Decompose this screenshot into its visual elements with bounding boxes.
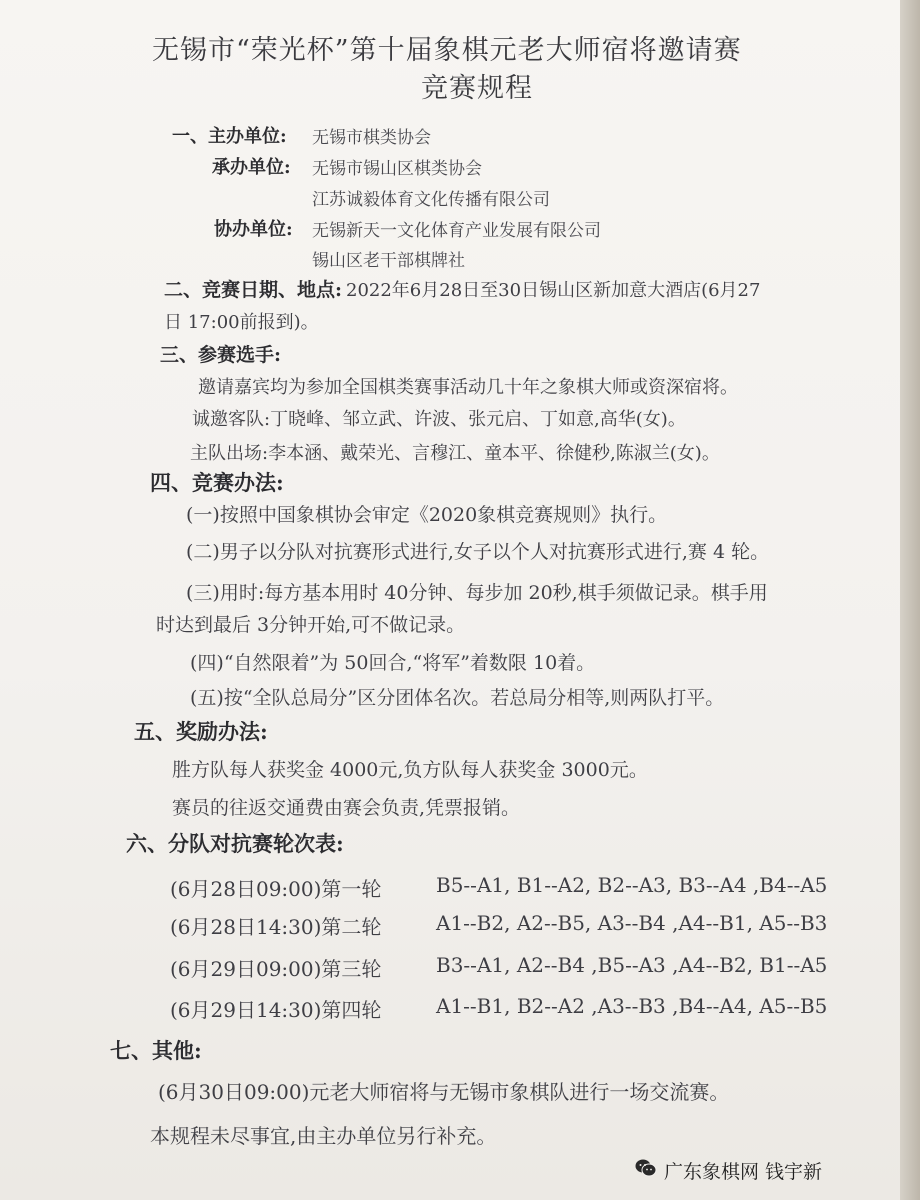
round-time: (6月28日14:30)第二轮 <box>170 915 382 939</box>
co-organizer-value-1: 无锡新天一文化体育产业发展有限公司 <box>312 221 601 241</box>
round-pairs: A1--B1, B2--A2 ,A3--B3 ,B4--A4, A5--B5 <box>436 994 828 1018</box>
organizer-value-1: 无锡市锡山区棋类协会 <box>312 159 482 179</box>
awards-line-2: 赛员的往返交通费由赛会负责,凭票报销。 <box>172 797 521 819</box>
other-label: 七、其他: <box>110 1038 202 1063</box>
date-text-1: 2022年6月28日至30日锡山区新加意大酒店(6月27 <box>346 280 761 301</box>
other-line-2: 本规程未尽事宜,由主办单位另行补充。 <box>150 1124 497 1148</box>
co-organizer-value-2: 锡山区老干部棋牌社 <box>312 251 465 271</box>
rules-label: 四、竞赛办法: <box>150 470 284 495</box>
players-line-1: 邀请嘉宾均为参加全国棋类赛事活动几十年之象棋大师或资深宿将。 <box>198 377 738 398</box>
rules-item-3b: 时达到最后 3分钟开始,可不做记录。 <box>156 614 466 636</box>
rules-item-3a: (三)用时:每方基本用时 40分钟、每步加 20秒,棋手须做记录。棋手用 <box>186 582 768 604</box>
awards-line-1: 胜方队每人获奖金 4000元,负方队每人获奖金 3000元。 <box>172 759 648 781</box>
organizer-label: 承办单位: <box>212 157 291 178</box>
host-value: 无锡市棋类协会 <box>312 128 431 148</box>
host-label: 一、主办单位: <box>172 126 287 147</box>
date-label: 二、竞赛日期、地点: <box>164 279 343 301</box>
page-edge <box>900 0 920 1200</box>
awards-label: 五、奖励办法: <box>134 719 268 744</box>
title-line-1: 无锡市“荣光杯”第十届象棋元老大师宿将邀请赛 <box>152 35 742 66</box>
rules-item-1: (一)按照中国象棋协会审定《2020象棋竞赛规则》执行。 <box>186 504 668 526</box>
round-time: (6月29日09:00)第三轮 <box>170 957 382 981</box>
co-organizer-label: 协办单位: <box>214 219 293 240</box>
watermark-text: 广东象棋网 钱宇新 <box>664 1161 823 1183</box>
round-pairs: A1--B2, A2--B5, A3--B4 ,A4--B1, A5--B3 <box>436 911 828 935</box>
players-line-3: 主队出场:李本涵、戴荣光、言穆江、童本平、徐健秒,陈淑兰(女)。 <box>190 443 720 464</box>
round-pairs: B5--A1, B1--A2, B2--A3, B3--A4 ,B4--A5 <box>436 873 828 897</box>
title-line-2: 竞赛规程 <box>421 73 533 104</box>
organizer-value-2: 江苏诚毅体育文化传播有限公司 <box>312 190 550 210</box>
wechat-icon <box>635 1158 657 1178</box>
date-text-2: 日 17:00前报到)。 <box>164 312 319 333</box>
players-line-2: 诚邀客队:丁晓峰、邹立武、许波、张元启、丁如意,高华(女)。 <box>192 409 686 430</box>
rules-item-2: (二)男子以分队对抗赛形式进行,女子以个人对抗赛形式进行,赛 4 轮。 <box>186 541 770 563</box>
rules-item-5: (五)按“全队总局分”区分团体名次。若总局分相等,则两队打平。 <box>190 687 725 709</box>
round-pairs: B3--A1, A2--B4 ,B5--A3 ,A4--B2, B1--A5 <box>436 953 828 977</box>
players-label: 三、参赛选手: <box>160 344 282 366</box>
schedule-label: 六、分队对抗赛轮次表: <box>126 831 344 856</box>
round-time: (6月29日14:30)第四轮 <box>170 998 382 1022</box>
round-time: (6月28日09:00)第一轮 <box>170 877 382 901</box>
rules-item-4: (四)“自然限着”为 50回合,“将军”着数限 10着。 <box>190 652 596 674</box>
other-line-1: (6月30日09:00)元老大师宿将与无锡市象棋队进行一场交流赛。 <box>158 1080 730 1104</box>
